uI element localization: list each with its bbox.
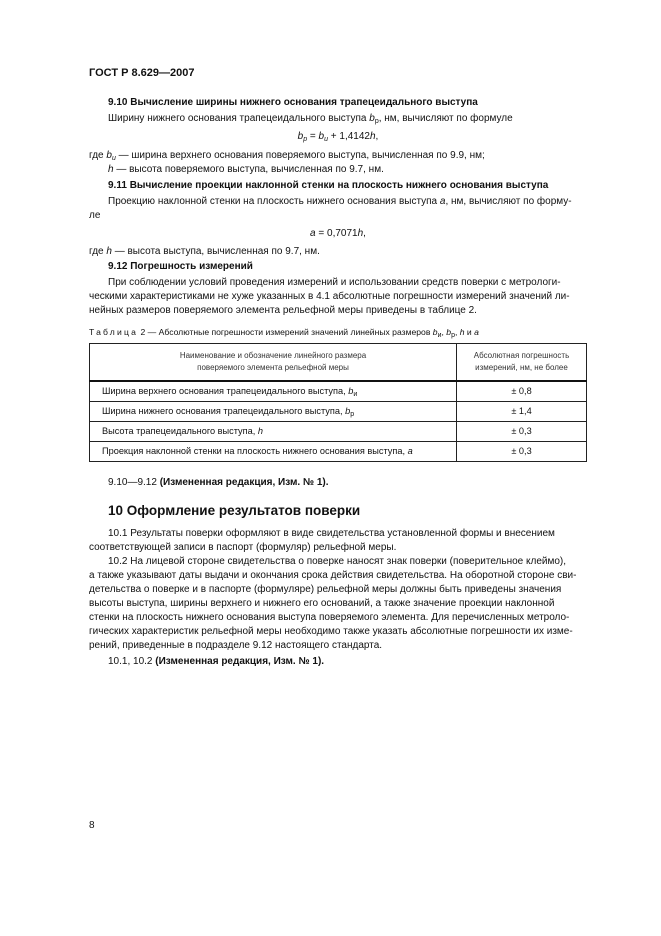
- cell-name: Высота трапецеидального выступа, h: [90, 422, 457, 442]
- cell-value: ± 0,8: [457, 381, 587, 402]
- table-row: [90, 381, 587, 402]
- table-row: [90, 402, 587, 422]
- amendment-note: 9.10—9.12 (Измененная редакция, Изм. № 1).: [108, 477, 329, 488]
- page-number: 8: [89, 820, 95, 831]
- paragraph: ле: [89, 210, 101, 221]
- formula-legend: где h — высота выступа, вычисленная по 9.7, нм.: [89, 246, 320, 257]
- section-10-title: 10 Оформление результатов поверки: [108, 503, 361, 518]
- paragraph-line: детельства о поверке и в паспорте (формуляре) рельефной меры должны быть приведены значения: [89, 584, 562, 595]
- paragraph-line: стенки на плоскость нижнего основания выступа поверяемого элемента. Для перечисленных метроло-: [89, 612, 570, 623]
- cell-name: Ширина верхнего основания трапецеидального выступа, $b_и$: [90, 381, 457, 402]
- header-cell: Абсолютная погрешность измерений, нм, не более: [457, 344, 587, 382]
- paragraph-line: 10.1 Результаты поверки оформляют в виде свидетельства установленной формы и внесением: [108, 528, 555, 539]
- cell-name: Ширина нижнего основания трапецеидального выступа, $b_р$: [90, 402, 457, 422]
- paragraph-line: гических характеристик рельефной меры необходимо также указать абсолютные погрешности их изме-: [89, 626, 573, 637]
- paragraph: ческими характеристиками не хуже указанных в 4.1 абсолютные погрешности измерений значений ли-: [89, 291, 570, 302]
- document-page: [89, 66, 587, 833]
- cell-value: ± 0,3: [457, 422, 587, 442]
- section-9-12-title: 9.12 Погрешность измерений: [108, 261, 253, 272]
- formula-legend: h — высота поверяемого выступа, вычисленная по 9.7, нм.: [108, 164, 384, 175]
- header-cell: Наименование и обозначение линейного размера поверяемого элемента рельефной меры: [90, 344, 457, 382]
- table-header-row: [90, 344, 587, 382]
- section-9-10-title: 9.10 Вычисление ширины нижнего основания трапецеидального выступа: [108, 97, 478, 108]
- paragraph-line: 10.2 На лицевой стороне свидетельства о поверке наносят знак поверки (поверительное клеймо),: [108, 556, 567, 567]
- table-caption: Таблица 2 — Абсолютные погрешности измерений значений линейных размеров $b_и$, $b_р$, h и a: [89, 327, 479, 339]
- paragraph: Проекцию наклонной стенки на плоскость нижнего основания выступа a, нм, вычисляют по форму-: [108, 196, 572, 207]
- paragraph: При соблюдении условий проведения измерений и использовании средств поверки с метрологи-: [108, 277, 561, 288]
- document-code: ГОСТ Р 8.629—2007: [89, 67, 195, 79]
- table-row: [90, 442, 587, 462]
- paragraph: нейных размеров поверяемого элемента рельефной меры приведены в таблице 2.: [89, 305, 477, 316]
- paragraph-line: рений, приведенные в подразделе 9.12 настоящего стандарта.: [89, 640, 383, 651]
- table-row: [90, 422, 587, 442]
- paragraph-line: высоты выступа, ширины верхнего и нижнего его оснований, а также значение проекции наклонной: [89, 598, 555, 609]
- paragraph-line: а также указывают даты выдачи и окончания срока действия свидетельства. На оборотной стороне сви-: [89, 570, 577, 581]
- paragraph: Ширину нижнего основания трапецеидального выступа $b_р$, нм, вычисляют по формуле: [108, 113, 513, 125]
- cell-name: Проекция наклонной стенки на плоскость нижнего основания выступа, a: [90, 442, 457, 462]
- paragraph-line: соответствующей записи в паспорт (формуляр) рельефной меры.: [89, 542, 397, 553]
- section-9-11-title: 9.11 Вычисление проекции наклонной стенки на плоскость нижнего основания выступа: [108, 180, 549, 191]
- formula: a = 0,7071h,: [310, 228, 366, 239]
- formula-legend: где $b_и$ — ширина верхнего основания поверяемого выступа, вычисленная по 9.9, нм;: [89, 150, 485, 162]
- formula: $b_р = b_и + 1,4142h$,: [297, 131, 379, 143]
- amendment-note: 10.1, 10.2 (Измененная редакция, Изм. № 1).: [108, 656, 325, 667]
- cell-value: ± 0,3: [457, 442, 587, 462]
- cell-value: ± 1,4: [457, 402, 587, 422]
- error-table: [89, 343, 587, 462]
